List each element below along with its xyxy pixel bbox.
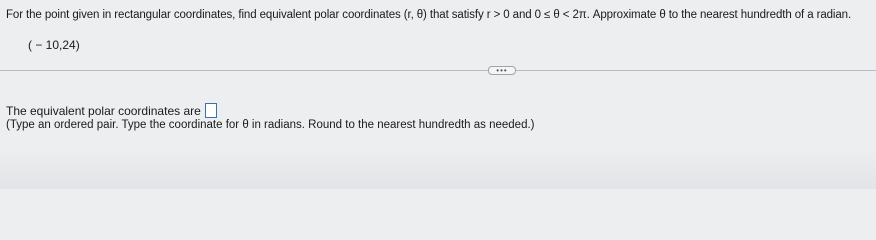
answer-line — [6, 103, 217, 118]
bottom-area — [0, 150, 876, 189]
divider — [0, 70, 876, 71]
more-button[interactable]: ••• — [488, 66, 516, 75]
answer-prompt: The equivalent polar coordinates are — [6, 103, 201, 118]
answer-input-box[interactable] — [205, 103, 217, 118]
question-text: For the point given in rectangular coordinates, find equivalent polar coordinates (r, θ) that satisfy r > 0 and 0 ≤ θ < 2π. Approximate θ to the nearest hundredth of a radian. — [6, 9, 852, 21]
given-point: ( − 10,24) — [28, 38, 80, 52]
answer-instructions: (Type an ordered pair. Type the coordinate for θ in radians. Round to the nearest hundredth as needed.) — [6, 119, 535, 131]
